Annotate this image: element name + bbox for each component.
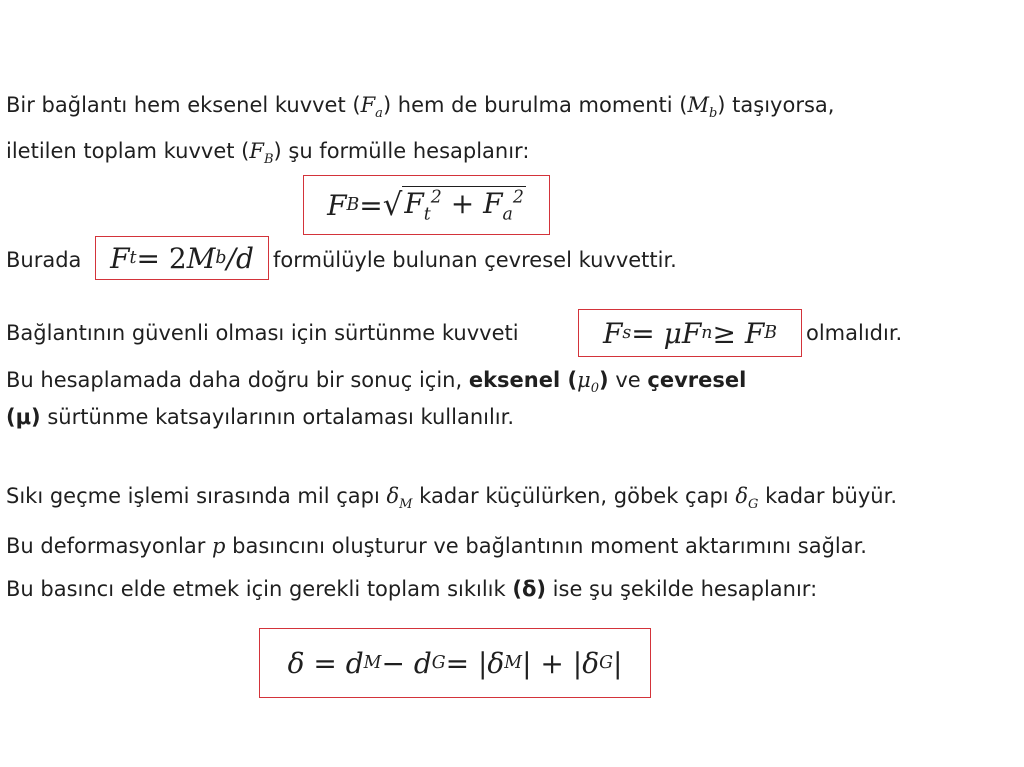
text: Burada	[6, 248, 82, 272]
text: Sıkı geçme işlemi sırasında mil çapı	[6, 484, 380, 508]
math-dg: $\delta_G$	[735, 484, 759, 513]
text: Bu hesaplamada daha doğru bir sonuç için,	[6, 368, 463, 392]
text: Bu basıncı elde etmek için gerekli toplam sıkılık	[6, 577, 506, 601]
text: ise şu şekilde hesaplanır:	[546, 577, 818, 601]
bold-text: (δ)	[512, 577, 546, 601]
para5-line1	[6, 481, 897, 520]
formula-delta-box: δ = d M − d G = |δ M | + |δ G |	[259, 628, 651, 698]
formula-ft-box: F t = 2 M b /d	[95, 236, 269, 280]
para2-pre	[6, 245, 81, 275]
text: ) şu formülle hesaplanır:	[273, 139, 530, 163]
math-fb: $F_B$	[249, 139, 274, 168]
text: kadar küçülürken, göbek çapı	[419, 484, 729, 508]
math-p: p	[212, 534, 226, 558]
math-mb: $M_b$	[687, 93, 718, 122]
radicand: $F_t^2 + F_a^2$	[404, 186, 524, 225]
formula-fs-box: F s = μF n ≥ F B	[578, 309, 802, 357]
text: ) hem de burulma momenti (	[382, 93, 688, 117]
para1-line2	[6, 136, 529, 175]
math-dm: $\delta_M$	[386, 484, 413, 513]
para1-line1	[6, 90, 834, 129]
para4-line2	[6, 402, 514, 432]
text: Bağlantının güvenli olması için sürtünme kuvveti	[6, 321, 519, 345]
para5-line2	[6, 531, 867, 561]
bold-text: çevresel	[647, 368, 747, 392]
text: Bu deformasyonlar	[6, 534, 206, 558]
text: sürtünme katsayılarının ortalaması kullanılır.	[40, 405, 515, 429]
text: formülüyle bulunan çevresel kuvvettir.	[273, 248, 677, 272]
text: iletilen toplam kuvvet (	[6, 139, 250, 163]
formula-fb-box: F B = √ $F_t^2 + F_a^2$	[303, 175, 550, 235]
para5-line3	[6, 574, 817, 604]
para4-line1	[6, 365, 746, 404]
bold-text: (μ)	[6, 405, 41, 429]
math-fa: $F_a$	[360, 93, 383, 122]
para3-pre	[6, 318, 519, 348]
para2-post	[273, 245, 677, 275]
text: olmalıdır.	[806, 321, 903, 345]
bold-text: eksenel $(\mu_0)$	[468, 368, 609, 397]
text: ve	[615, 368, 641, 392]
text: kadar büyür.	[765, 484, 897, 508]
text: ) taşıyorsa,	[717, 93, 835, 117]
para3-post	[806, 318, 902, 348]
text: Bir bağlantı hem eksenel kuvvet (	[6, 93, 361, 117]
text: basıncını oluşturur ve bağlantının moment aktarımını sağlar.	[232, 534, 867, 558]
